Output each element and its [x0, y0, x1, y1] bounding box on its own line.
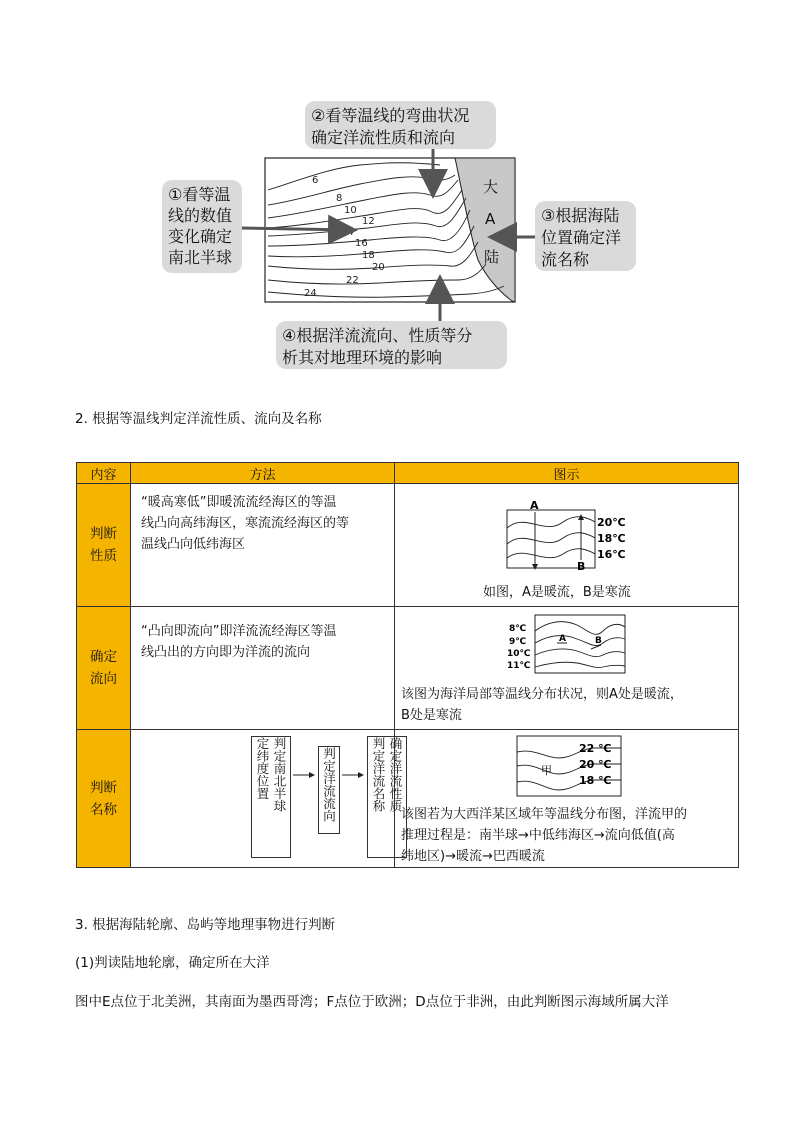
- flow-arrow-icon: [293, 770, 317, 780]
- isotherm-label-12: 12: [362, 216, 375, 227]
- temp-label: 10℃: [507, 649, 531, 659]
- callout-2-line-2: 确定洋流性质和流向: [311, 128, 456, 147]
- row-label-line: 名称: [90, 801, 117, 818]
- callout-3-line-1: ③根据海陆: [541, 206, 620, 225]
- temp-label: 18℃: [597, 532, 626, 545]
- isotherm-label-18: 18: [362, 250, 375, 261]
- point-b-label: B: [577, 560, 586, 572]
- table-row: [77, 607, 739, 730]
- land-char-2: A: [485, 210, 496, 228]
- callout-3: [535, 201, 636, 271]
- callout-2-line-1: ②看等温线的弯曲状况: [311, 106, 470, 125]
- figure-cell: [395, 730, 739, 868]
- temp-label: 18 ℃: [579, 774, 612, 787]
- header-figure: 图示: [395, 463, 739, 484]
- callout-4-line-2: 析其对地理环境的影响: [282, 348, 443, 367]
- callout-2: [305, 101, 496, 149]
- temp-label: 20 ℃: [579, 758, 612, 771]
- callout-1: [162, 180, 242, 273]
- row-label-name: [77, 730, 131, 868]
- isotherm-label-16: 16: [355, 238, 368, 249]
- isotherm-figure-1: [505, 492, 641, 572]
- isotherm-figure-2: [507, 613, 627, 677]
- section-3-subheading: (1)判读陆地轮廓，确定所在大洋: [75, 955, 270, 971]
- isotherm-label-22: 22: [346, 275, 359, 286]
- figure-caption: 该图为海洋局部等温线分布状况，则A处是暖流，: [401, 687, 683, 702]
- figure-cell: [395, 607, 739, 730]
- method-line: “凸向即流向”即洋流流经海区等温: [141, 624, 337, 639]
- header-content: 内容: [77, 463, 131, 484]
- row-label-nature: [77, 484, 131, 607]
- temp-label: 9℃: [509, 637, 527, 647]
- point-b-label: B: [595, 636, 602, 646]
- flow-arrow-icon: [342, 770, 366, 780]
- callout-1-line-3: 变化确定: [168, 227, 233, 246]
- isotherm-label-10: 10: [344, 205, 357, 216]
- method-line: 线凸出的方向即为洋流的流向: [141, 645, 311, 660]
- isotherm-label-20: 20: [372, 262, 385, 273]
- isotherm-label-14: 14: [341, 227, 354, 238]
- callout-4: [276, 321, 507, 369]
- row-label-line: 流向: [90, 671, 117, 687]
- figure-cell: [395, 484, 739, 607]
- section-3-body: 图中E点位于北美洲，其南面为墨西哥湾；F点位于欧洲；D点位于非洲，由此判断图示海域所属大洋: [75, 994, 669, 1010]
- land-char-1: 大: [483, 178, 499, 196]
- isotherm-diagram: [0, 0, 800, 380]
- table-row: [77, 484, 739, 607]
- figure-caption: 推理过程是：南半球→中低纬海区→流向低值(高: [401, 828, 675, 843]
- temp-label: 8℃: [509, 624, 527, 634]
- temp-label: 20℃: [597, 516, 626, 529]
- temp-label: 11℃: [507, 661, 531, 671]
- table-row: [77, 730, 739, 868]
- section-3-heading: 3. 根据海陆轮廓、岛屿等地理事物进行判断: [75, 917, 336, 933]
- callout-1-line-1: ①看等温: [168, 185, 231, 204]
- method-cell: [131, 484, 395, 607]
- section-2-heading: 2. 根据等温线判定洋流性质、流向及名称: [75, 411, 322, 427]
- callout-1-line-4: 南北半球: [168, 248, 233, 267]
- isotherm-label-6: 6: [312, 175, 319, 186]
- current-jia-label: 甲: [541, 764, 552, 777]
- figure-caption: 纬地区)→暖流→巴西暖流: [401, 849, 545, 864]
- callout-4-line-1: ④根据洋流流向、性质等分: [282, 326, 473, 345]
- flow-text: 确定洋流性质: [388, 737, 403, 812]
- row-label-line: 性质: [90, 548, 117, 564]
- row-label-line: 确定: [90, 649, 117, 665]
- flow-text: 定纬度位置: [255, 737, 270, 800]
- isotherm-label-8: 8: [336, 193, 343, 204]
- land-char-3: 陆: [484, 248, 500, 266]
- method-line: 温线凸向低纬海区: [141, 537, 246, 552]
- row-label-line: 判断: [90, 779, 117, 796]
- row-label-line: 判断: [90, 526, 117, 542]
- figure-caption: B处是寒流: [401, 708, 462, 723]
- method-line: “暖高寒低”即暖流流经海区的等温: [141, 495, 337, 510]
- callout-1-line-2: 线的数值: [168, 206, 233, 225]
- method-table: [76, 462, 739, 868]
- method-line: 线凸向高纬海区，寒流流经海区的等: [141, 516, 350, 531]
- temp-label: 22 ℃: [579, 742, 612, 755]
- flow-text: 判定南北半球: [272, 737, 287, 812]
- isotherm-label-24: 24: [304, 288, 317, 299]
- point-a-label: A: [559, 634, 566, 644]
- flow-box-1: [251, 736, 291, 858]
- figure-caption: 如图，A是暖流，B是寒流: [483, 585, 631, 600]
- flow-text: 判定洋流流向: [321, 747, 337, 822]
- callout-3-line-2: 位置确定洋: [541, 228, 622, 247]
- method-cell: [131, 607, 395, 730]
- callout-3-line-3: 流名称: [541, 250, 590, 269]
- flow-box-2: [318, 746, 340, 834]
- temp-label: 16℃: [597, 548, 626, 561]
- isotherm-figure-3: [515, 734, 625, 798]
- callout-arrow-1: [240, 228, 352, 230]
- point-a-label: A: [530, 499, 539, 512]
- method-cell: [131, 730, 403, 868]
- figure-caption: 该图若为大西洋某区域年等温线分布图，洋流甲的: [401, 807, 688, 822]
- table-header-row: [77, 463, 739, 484]
- row-label-direction: [77, 607, 131, 730]
- flow-text: 判定洋流名称: [371, 737, 386, 812]
- header-method: 方法: [131, 463, 395, 484]
